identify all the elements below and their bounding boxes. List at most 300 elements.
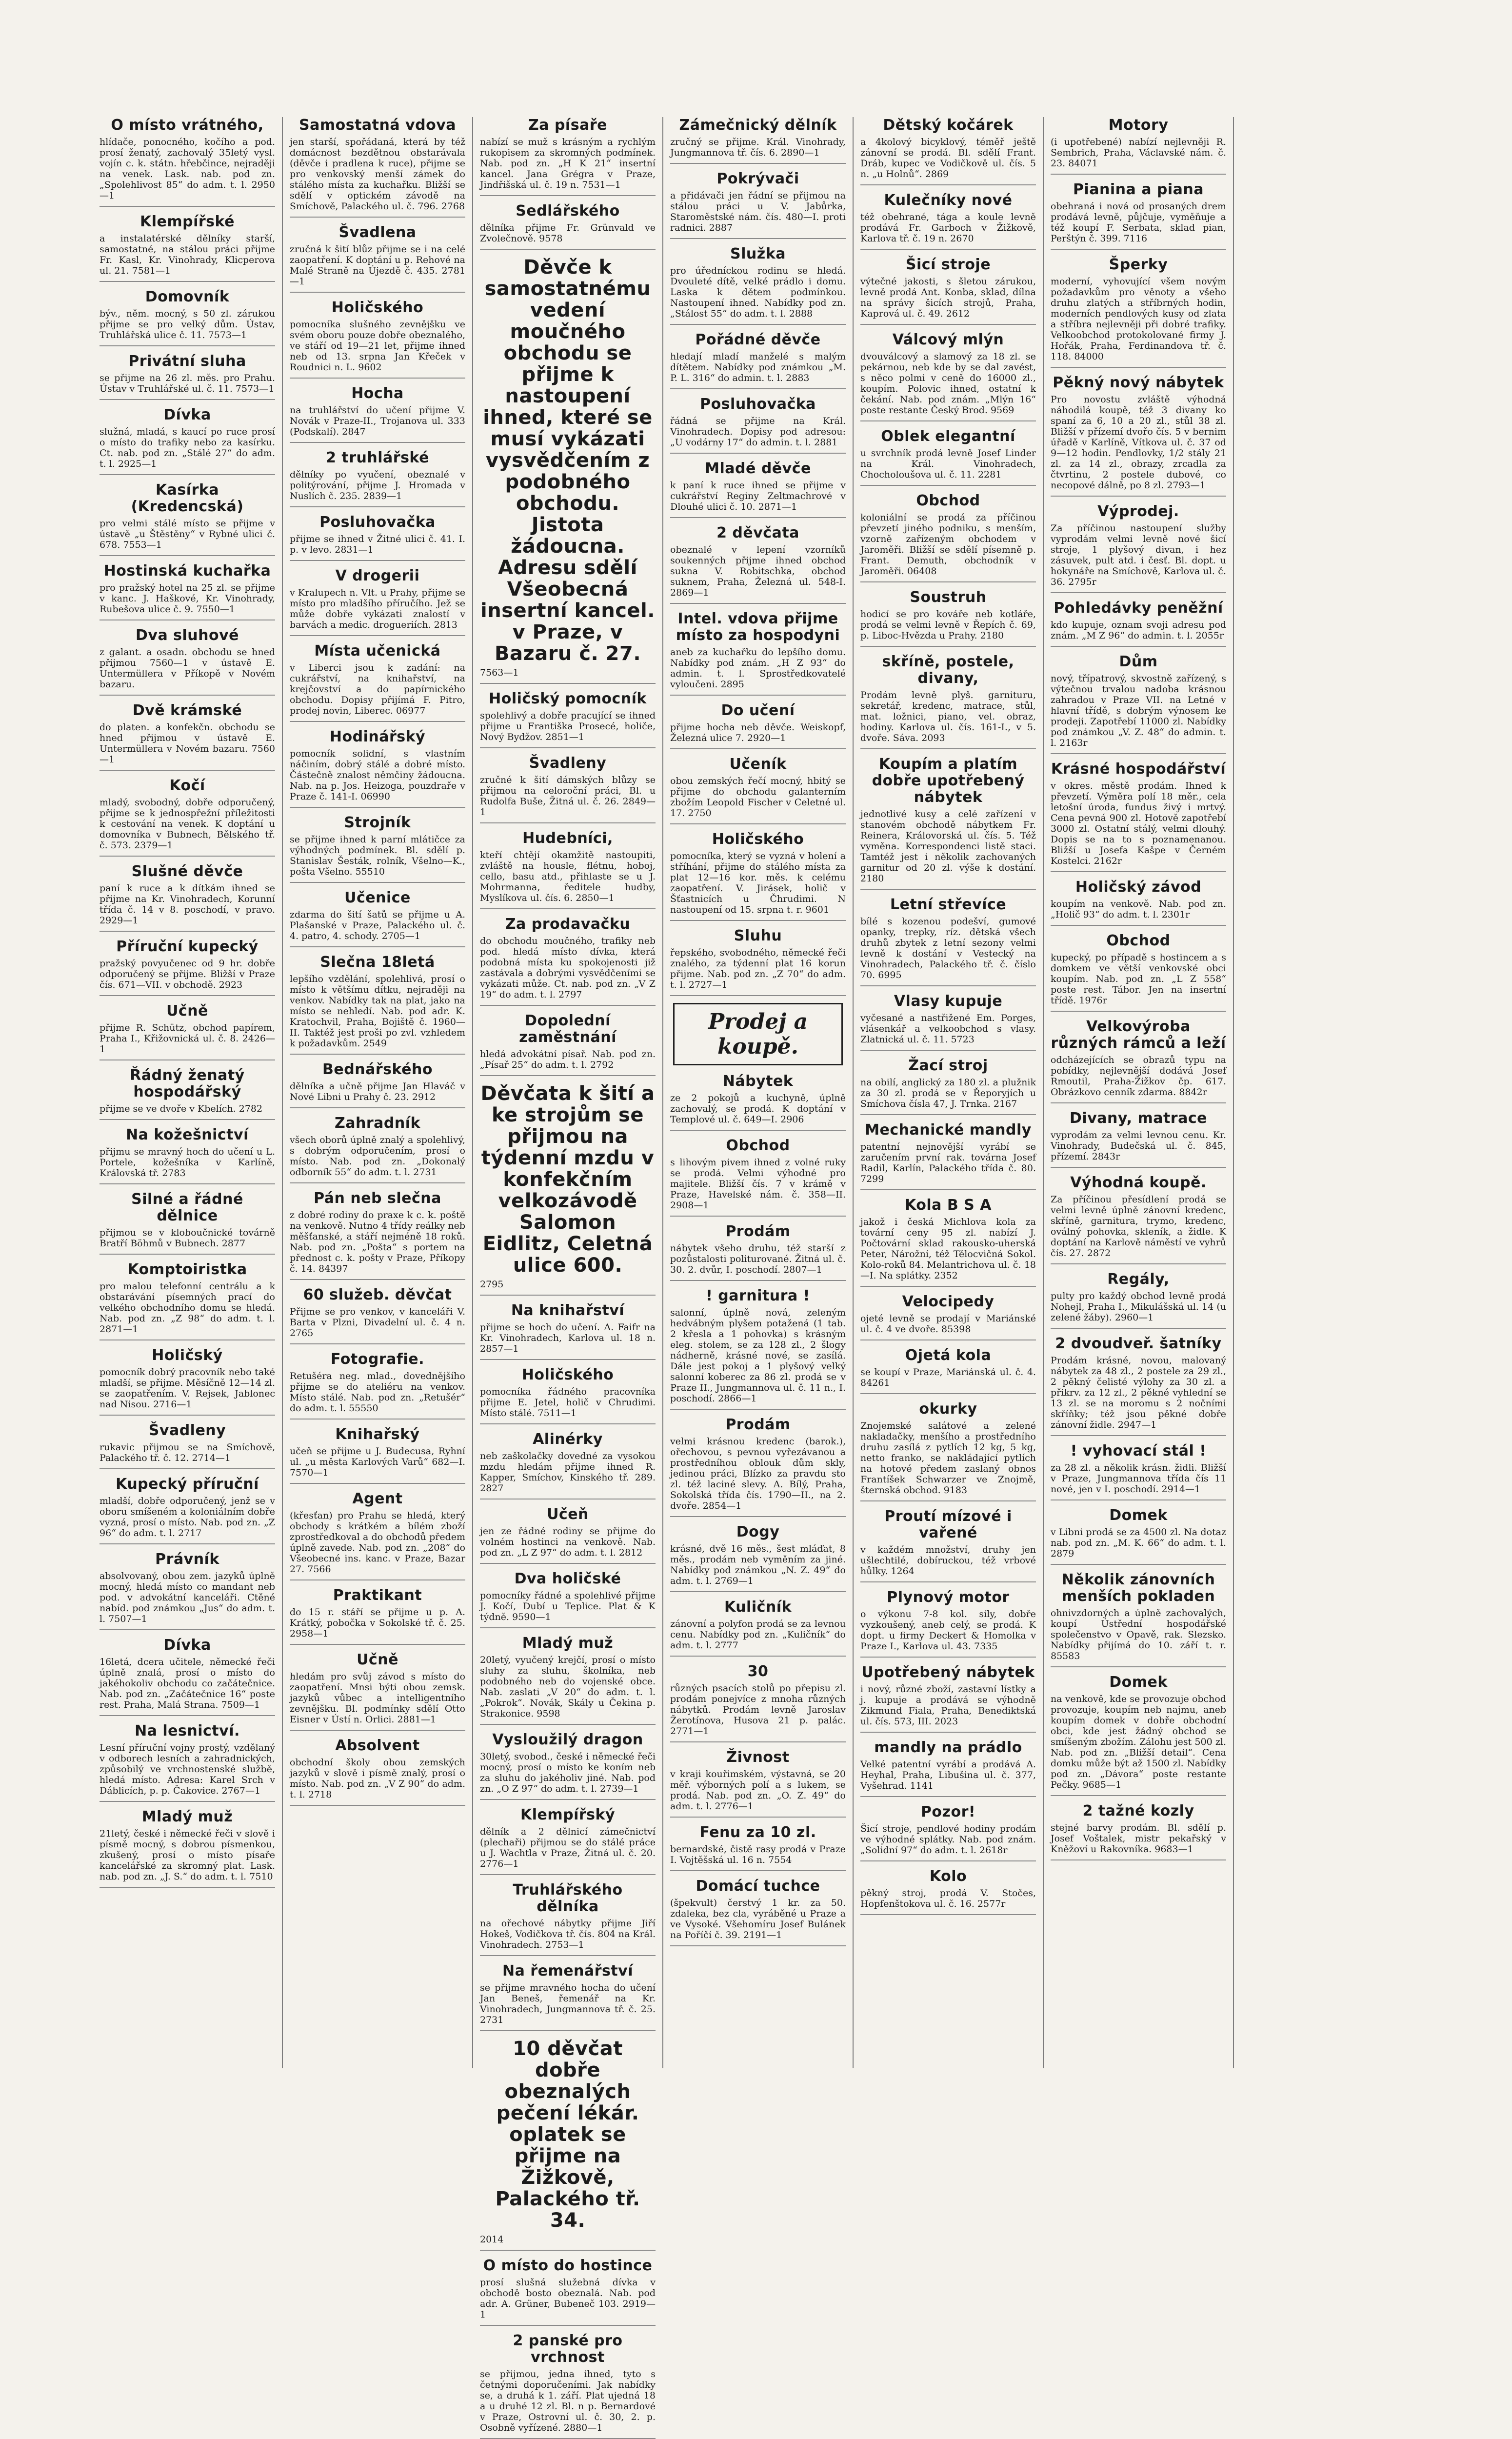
ad-heading: Řádný ženatý hospodářský: [130, 1067, 245, 1100]
column-4: [663, 117, 854, 2068]
ad-text: býv., něm. mocný, s 50 zl. zárukou přijme se pro velký dům. Ústav, Truhlářská ulice č. 11. 7573—1: [99, 308, 275, 340]
classified-ad: [1051, 1019, 1226, 1103]
ad-text: pulty pro každý obchod levně prodá Nohejl, Praha I., Mikulášská ul. 14 (u zelené žáby). 2960—1: [1051, 1291, 1226, 1323]
classified-ad: [860, 493, 1036, 582]
ad-heading: Motory: [1108, 117, 1169, 134]
ad-text: za 28 zl. a několik krásn. židli. Bližší v Praze, Jungmannova třída čís 11 nové, jen v I. poschodí. 2914—1: [1051, 1462, 1226, 1495]
ad-heading: Kočí: [169, 777, 205, 794]
classified-ad: [670, 1417, 846, 1517]
classified-ad: [99, 1003, 275, 1060]
classified-ad: [290, 1190, 465, 1280]
ad-heading: Klempířský: [520, 1806, 616, 1823]
classified-ad: [670, 1073, 846, 1131]
classified-ad: [860, 1401, 1036, 1501]
classified-ad: [1051, 761, 1226, 872]
ad-text: se přijme mravného hocha do učení Jan Beneš, řemenář na Kr. Vinohradech, Jungmannova tř. č. 25. 2731: [480, 1982, 656, 2025]
ad-heading: Holičský závod: [1075, 879, 1202, 896]
classified-ad: [290, 890, 465, 947]
classified-ad: [290, 1287, 465, 1344]
ad-heading: Dívka: [163, 406, 211, 423]
classified-ad: [290, 514, 465, 561]
ad-heading: Dopolední zaměstnání: [519, 1012, 617, 1046]
ad-text: na obilí, anglický za 180 zl. a plužnik za 30 zl. prodá se v Řeporyjích u Smíchova čísla 47, J. Trnka. 2167: [860, 1077, 1036, 1109]
ad-text: obchodní školy obou zemských jazyků v slově i písmě znalý, prosí o místo. Nab. pod zn. „V Z 90“ do adm. t. l. 2718: [290, 1757, 465, 1800]
classified-ad: [670, 1223, 846, 1281]
classified-ad: [1051, 1271, 1226, 1329]
classified-ad: [860, 332, 1036, 421]
ad-text: přijme hocha neb děvče. Weiskopf, Železná ulice 7. 2920—1: [670, 722, 846, 743]
ad-heading: 10 děvčat dobře obeznalých pečení lékár. oplatek se přijme na Žižkově, Palackého tř. 34.: [495, 2038, 640, 2232]
ad-heading: Holičský pomocník: [489, 690, 647, 707]
ad-text: Lesní příruční vojny prostý, vzdělaný v odborech lesních a zahradnických, způsobilý ve vrchnostenské službě, hledá místo. Adresa: Karel Srch v Dáblicích, p. p. Čakovice. 2767—1: [99, 1742, 275, 1796]
ad-text: obehraná i nová od prosaných drem prodává levně, půjčuje, vyměňuje a též koupí F. Serbata, sklad pian, Perštýn č. 399. 7116: [1051, 201, 1226, 244]
classified-ad: [290, 1426, 465, 1484]
ad-text: přijmu se mravný hoch do učení u L. Portele, kožešníka v Karlíně, Královská tř. 2783: [99, 1146, 275, 1179]
ad-text: bílé s kozenou podešví, gumové opanky, trepky, ríz. dětská všech druhů zbytek z letní sezony velmi levně k dostání v Vestecký na Vinohradech, Palackého tř. č. číslo 70. 6995: [860, 916, 1036, 980]
ad-heading: Klempířské: [139, 213, 235, 230]
classified-ad: [1051, 1674, 1226, 1796]
ad-heading: 2 dvoudveř. šatníky: [1055, 1335, 1222, 1352]
classified-ad: [670, 756, 846, 824]
ad-heading: Koupím a platím dobře upotřebený nábytek: [872, 756, 1025, 806]
ad-heading: 2 tažné kozly: [1082, 1802, 1194, 1819]
ad-heading: Vysloužilý dragon: [492, 1731, 643, 1748]
classified-ad: [860, 1804, 1036, 1861]
section-banner: Prodej a koupě.: [673, 1003, 843, 1065]
classified-ad: [480, 1431, 656, 1499]
ad-text: Prodám levně plyš. garnituru, sekretář, kredenc, matrace, stůl, mat. ložnici, piano, vel. obraz, hodiny. Karlova ul. čís. 161-I., v 5. dvoře. Sáva. 2093: [860, 690, 1036, 743]
ad-heading: V drogerii: [335, 567, 420, 584]
ad-heading: Truhlářského dělníka: [513, 1881, 623, 1915]
classified-ad: [99, 289, 275, 346]
ad-heading: Pianina a piana: [1073, 181, 1204, 198]
classified-ad: [99, 1809, 275, 1888]
ad-heading: Fotografie.: [331, 1351, 424, 1368]
ad-text: přijmou se v kloboučnické továrně Bratří Böhmů v Bubnech. 2877: [99, 1227, 275, 1249]
classified-ad: [860, 897, 1036, 986]
ad-heading: Dva holičské: [514, 1570, 621, 1587]
classified-ad: [290, 568, 465, 636]
ad-heading: Plynový motor: [887, 1589, 1010, 1606]
ad-heading: O místo vrátného,: [111, 117, 264, 134]
ad-heading: Mladý muž: [522, 1635, 614, 1652]
ad-heading: Na kožešnictví: [126, 1126, 249, 1143]
classified-ad: [480, 916, 656, 1006]
classified-ad: [99, 482, 275, 556]
ad-heading: Mladý muž: [141, 1808, 233, 1825]
ad-text: zručné k šití dámských blůzy se přijmou na celoroční práci, Bl. u Rudolfa Buše, Žitná ul. č. 26. 2849—1: [480, 775, 656, 818]
classified-ad: [480, 830, 656, 909]
ad-heading: Kola B S A: [905, 1197, 992, 1214]
ad-heading: Alinérky: [533, 1431, 603, 1448]
ad-text: jednotlivé kusy a celé zařízení v stanovém obchodě nábytkem Fr. Reinera, Královorská ul. čís. 5. Též vyměna. Korrespondenci listě staci. Tamtéž jest i několik zachovaných garnitur od 20 zl. výše k dostání. 2180: [860, 809, 1036, 884]
classified-ad: [480, 1571, 656, 1628]
classified-ad: [670, 1524, 846, 1592]
classified-ad: [290, 117, 465, 218]
ad-text: v okres. městě prodám. Ihned k převzetí. Výměra polí 18 měr., cela letošní úroda, fundus živý i mrtvý. Cena pevná 900 zl. Hotově zapotřebí 3000 zl. Ostatní stálý, velmi dlouhý. Dopis se na to s poznamenanou. Bližší u Josefa Kašpe v Černém Kostelci. 2162r: [1051, 780, 1226, 866]
ad-heading: Válcový mlýn: [892, 331, 1004, 348]
ad-text: v Liberci jsou k zadání: na cukrářství, na knihařství, na krejčovství a do papírnického obchodu. Dopisy přijímá F. Pitro, prodej novin, Liberec. 06977: [290, 662, 465, 716]
classified-ad: [480, 1013, 656, 1076]
ad-text: se přijme na 26 zl. měs. pro Prahu. Ústav v Truhlářské ul. č. 11. 7573—1: [99, 373, 275, 394]
classified-ad: [99, 117, 275, 207]
ad-heading: Kupecký příruční: [116, 1476, 259, 1493]
ad-text: se přijme ihned k parní mlátičce za výhodných podmínek. Bl. sdělí p. Stanislav Šesták, rolník, Všelno—K., pošta Všelno. 55510: [290, 834, 465, 877]
ad-heading: Na knihařství: [511, 1302, 625, 1319]
classified-ad: [670, 1878, 846, 1946]
ad-text: stejné barvy prodám. Bl. sdělí p. Josef Voštalek, mistr pekařský v Kněžoví u Rakovníka. 9683—1: [1051, 1822, 1226, 1855]
column-1: [93, 117, 283, 2068]
ad-heading: Dětský kočárek: [883, 117, 1014, 134]
ad-heading: Obchod: [916, 492, 980, 509]
ad-heading: Místa učenická: [314, 642, 441, 660]
ad-text: zánovní a polyfon prodá se za levnou cenu. Nabídky pod zn. „Kuličník“ do adm. t. l. 2777: [670, 1619, 846, 1651]
ad-text: odcházejících se obrazů typu na pobídky, nejlevnější dodává Josef Rmoutil, Praha-Žižkov čp. 617. Obrázkovo cenník zdarma. 8842r: [1051, 1055, 1226, 1098]
ad-text: moderní, vyhovující všem novým požadavkům pro věnoty a všeho druhu zlatých a stříbrných hodin, moderních pendlových kusy od zlata a stříbra nejlevněji při dobré trafiky. Velkoobchod protokolované firmy J. Hořák, Praha, Ferdinandova tř. č. 118. 84000: [1051, 276, 1226, 362]
ad-heading: Výprodej.: [1097, 503, 1179, 520]
ad-heading: Mladé děvče: [705, 460, 811, 477]
ad-text: zručná k šití blůz přijme se i na celé zaopatření. K doptání u p. Rehové na Malé Straně na Újezdě č. 435. 2781—1: [290, 244, 465, 287]
ad-heading: Pěkný nový nábytek: [1053, 374, 1224, 391]
classified-ad: [480, 1367, 656, 1424]
ad-text: zručný se přijme. Král. Vinohrady, Jungmannova tř. čís. 6. 2890—1: [670, 137, 846, 158]
classified-ad: [99, 939, 275, 996]
ad-heading: Sluhu: [734, 927, 782, 944]
ad-text: Znojemské salátové a zelené nakladačky, menšího a prostředního druhu zasílá z pytlích 12 kg, 5 kg, netto franko, se nakládající pytlích na hotové předem zaslaný obnos Frantíšek Schwarzer ve Znojmě, šternská obchod. 9183: [860, 1420, 1036, 1496]
ad-text: pomocníky řádné a spolehlivé přijme J. Kočí, Dubí u Teplice. Plat & K týdně. 9590—1: [480, 1590, 656, 1622]
ad-heading: okurky: [919, 1400, 977, 1418]
classified-ad: [99, 353, 275, 400]
ad-heading: Domek: [1109, 1674, 1168, 1691]
classified-ad: [99, 1347, 275, 1416]
ad-text: přijme R. Schütz, obchod papírem, Praha I., Křižovnická ul. č. 8. 2426—1: [99, 1022, 275, 1055]
ad-heading: Právník: [155, 1551, 219, 1568]
ad-heading: Velocipedy: [902, 1293, 995, 1310]
classified-ad: [670, 1138, 846, 1217]
classified-ad: [860, 993, 1036, 1051]
classified-ad: [860, 1197, 1036, 1287]
ad-text: ojeté levně se prodají v Mariánské ul. č. 4 ve dvoře. 85398: [860, 1313, 1036, 1335]
classified-ad: [480, 1302, 656, 1360]
ad-heading: Obchod: [1106, 932, 1171, 949]
ad-heading: Absolvent: [335, 1737, 420, 1754]
classified-ad: [99, 1261, 275, 1340]
ad-heading: Letní střevíce: [890, 896, 1007, 913]
ad-text: obeznalé v lepení vzorníků soukenných přijme ihned obchod sukna V. Robitschka, obchod suknem, Praha, Železná ul. 548-I. 2869—1: [670, 544, 846, 598]
classified-ad: [860, 1589, 1036, 1658]
classified-ad: [670, 332, 846, 389]
ad-text: koloniální se prodá za příčinou převzetí jiného podniku, s menším, vzorně zařízeným obchodem v Jaroměři. Bližší se sdělí písemně p. Frant. Demuth, obchodník v Jaroměři. 06408: [860, 512, 1036, 577]
ad-text: neb zaškolačky dovedné za vysokou mzdu hledám přijme ihned R. Kapper, Smíchov, Kinského tř. 289. 2827: [480, 1451, 656, 1494]
classified-ad: [480, 2333, 656, 2439]
ad-heading: Regály,: [1107, 1271, 1170, 1288]
ad-text: pomocníka slušného zevnějšku ve svém oboru pouze dobře obeznalého, ve stáří od 19—21 let, přijme ihned neb od 13. srpna Jan Křeček v Roudnici n. L. 9602: [290, 319, 465, 373]
classified-ad: [1051, 933, 1226, 1012]
ad-text: na ořechové nábytky přijme Jiří Hokeš, Vodičkova tř. čís. 804 na Král. Vinohradech. 2753—1: [480, 1918, 656, 1950]
ad-heading: Dogy: [736, 1523, 780, 1540]
ad-heading: Hocha: [351, 385, 404, 402]
classified-ad: [99, 1067, 275, 1120]
ad-text: 2795: [480, 1279, 504, 1290]
classified-ad: [1051, 1803, 1226, 1860]
ad-text: 7563—1: [480, 667, 519, 678]
ad-heading: Do učení: [721, 702, 795, 719]
ad-heading: Dva sluhové: [135, 627, 239, 644]
ad-text: Pro novostu zvláště výhodná náhodilá koupě, též 3 divany ko spaní za 6, 10 a 20 zl., stůl 38 zl. Bližší v přízemí dvořo čís. 5 v bernim úřadě v Karlíně, Vítkova ul. č. 37 od 9—12 hodin. Pendlovky, 1/2 stály 21 zl. za 14 zl., obrazy, zrcadla za čtvrtinu, 2 postele dubové, co necopové dálně, po 8 zl. 2793—1: [1051, 394, 1226, 491]
ad-text: pro úředníckou rodinu se hledá. Dvouleté dítě, velké prádlo i domu. Laska k dětem podmínkou. Nastoupení ihned. Nabídky pod zn. „Stálost 55“ do adm. t. l. 2888: [670, 265, 846, 319]
ad-heading: Učeň: [547, 1506, 589, 1523]
ad-text: dělníky po vyučení, obeznalé v politýrování, přijme J. Hromada v Nuslích č. 235. 2839—1: [290, 469, 465, 501]
ad-text: hlídače, ponocného, kočího a pod. prosí ženatý, zachovalý 35letý vysl. vojín c. k. státn. hřebčince, nejraději na venek. Lask. nab. pod zn. „Spolehlivost 85“ do adm. t. l. 2950—1: [99, 137, 275, 201]
ad-text: Přijme se pro venkov, v kanceláři V. Barta v Plzni, Divadelní ul. č. 4 n. 2765: [290, 1306, 465, 1339]
classified-ad: [99, 702, 275, 771]
classified-ad: [480, 2258, 656, 2326]
ad-text: vyprodám za velmi levnou cenu. Kr. Vinohrady, Budečská ul. č. 845, přízemí. 2843r: [1051, 1130, 1226, 1162]
classified-ad: [1051, 117, 1226, 175]
classified-ad: [290, 1115, 465, 1183]
classified-ad: [1051, 879, 1226, 926]
classified-ad: [480, 691, 656, 748]
ad-heading: Kolo: [929, 1868, 967, 1885]
classified-ad: [1051, 181, 1226, 250]
ad-heading: Služka: [730, 245, 786, 262]
classified-ad: [290, 729, 465, 808]
classified-ad: [480, 1732, 656, 1800]
ad-heading: Holičského: [712, 831, 804, 848]
classified-ad: [670, 1663, 846, 1742]
ad-heading: 60 služeb. děvčat: [303, 1286, 452, 1303]
classified-ad: [480, 203, 656, 250]
ad-text: a instalatérské dělníky starší, samostatné, na stálou práci přijme Fr. Kasl, Kr. Vinohrady, Klicperova ul. 21. 7581—1: [99, 233, 275, 276]
ad-text: dvouválcový a slamový za 18 zl. se pekárnou, neb kde by se dal zavést, s něco polmi v ceně do 16000 zl., koupím. Polovic ihned, ostatní k čekání. Nab. pod znám. „Mlýn 16“ poste restante Český Brod. 9569: [860, 351, 1036, 416]
ad-heading: Divany, matrace: [1070, 1110, 1207, 1127]
ad-heading: mandly na prádlo: [874, 1739, 1022, 1756]
ad-heading: Za prodavačku: [505, 916, 631, 933]
ad-heading: ! vyhovací stál !: [1070, 1442, 1207, 1459]
ad-heading: skříně, postele, divany,: [882, 653, 1015, 687]
ad-text: pražský povyučenec od 9 hr. dobře odporučený se přijme. Bližší v Praze čís. 671—VII. v obchodě. 2923: [99, 958, 275, 990]
ad-heading: Strojník: [344, 814, 411, 831]
classified-ad: [99, 627, 275, 696]
ad-text: u svrchník prodá levně Josef Linder na Král. Vinohradech, Chocholoušova ul. č. 11. 2281: [860, 448, 1036, 480]
ad-heading: Výhodná koupě.: [1070, 1174, 1207, 1191]
ad-text: vyčesané a nastřižené Em. Porges, vlásenkář a velkoobchod s vlasy. Zlatnická ul. č. 11. 5723: [860, 1013, 1036, 1045]
ad-heading: ! garnitura !: [706, 1287, 810, 1304]
ad-text: Šicí stroje, pendlové hodiny prodám ve výhodné splátky. Nab. pod znám. „Solidní 97“ do adm. t. l. 2618r: [860, 1823, 1036, 1856]
ad-text: obou zemských řečí mocný, hbitý se přijme do obchodu galanterním zbožím Leopold Fischer v Celetné ul. 17. 2750: [670, 776, 846, 819]
ad-text: ohnivzdorných a úplně zachovalých, koupí Ústřední hospodářské společenstvo v Opavě, rak. Slezsko. Nabídky přijímá do 10. září t. r. 85583: [1051, 1608, 1226, 1661]
classified-ad: [480, 257, 656, 684]
ad-text: i nový, různé zboží, zastavní lístky a j. kupuje a prodává se výhodně Zikmund Fiala, Praha, Benediktská ul. čís. 573, III. 2023: [860, 1684, 1036, 1727]
ad-heading: Na lesnictví.: [135, 1722, 240, 1739]
classified-ad: [670, 611, 846, 696]
classified-ad: [480, 755, 656, 823]
ad-heading: Děvče k samostatnému vedení moučného obchodu se přijme k nastoupení ihned, které se musí vykázati vysvědčením z podobného obchodu. Jistota žádoucna. Adresu sdělí Všeobecná insertní kancel. v Praze, v Bazaru č. 27.: [480, 256, 655, 665]
ad-text: kupecký, po případě s hostincem a s domkem ve větší venkovské obci koupím. Nab. pod zn. „L Z 558“ poste rest. Tábor. Jen na insertní třídě. 1976r: [1051, 952, 1226, 1006]
ad-heading: Za písaře: [528, 117, 607, 134]
ad-heading: Domácí tuchce: [696, 1878, 820, 1895]
classified-ad: [860, 1739, 1036, 1797]
ad-text: kteří chtějí okamžitě nastoupiti, zvláště na housle, flétnu, hoboj, cello, basu atd., přihlaste se u J. Mohrmanna, ředitele hudby, Myslíkova ul. čís. 6. 2850—1: [480, 850, 656, 903]
ad-heading: 2 panské pro vrchnost: [513, 2332, 623, 2366]
ad-heading: Hostinská kuchařka: [103, 562, 271, 580]
classified-ad: [480, 1635, 656, 1725]
classified-ad: [290, 1351, 465, 1419]
classified-ad: [860, 257, 1036, 325]
ad-heading: Prodám: [725, 1416, 791, 1433]
ad-text: 30letý, svobod., české i německé řeči mocný, prosí o místo ke koním neb za sluhu do jakéholiv jiné. Nab. pod zn. „O Z 97“ do adm. t. l. 2739—1: [480, 1751, 656, 1794]
classified-ad: [860, 589, 1036, 647]
ad-heading: Intel. vdova přijme místo za hospodyni: [676, 610, 840, 644]
ad-text: nabízí se muž s krásným a rychlým rukopisem za skromných podmínek. Nab. pod zn. „H K 21“ insertní kancel. Jana Grégra v Praze, Jindřišská ul. č. 19 n. 7531—1: [480, 137, 656, 190]
classified-ad: [670, 460, 846, 518]
ad-text: pro pražský hotel na 25 zl. se přijme v kanc. J. Haškové, Kr. Vinohrady, Rubešova ulice č. 9. 7550—1: [99, 582, 275, 615]
classified-ad: [1051, 1110, 1226, 1168]
ad-heading: Slečna 18letá: [320, 954, 435, 971]
ad-text: velmi krásnou kredenc (barok.), ořechovou, s pevnou vyřezávanou a prostředníhou oblouk dům skly, jedinou práci, Blízko za pravdu sto zl. též laciné slevy. A. Bílý, Praha, Sokolská třída čís. 1790—II., na 2. dvoře. 2854—1: [670, 1436, 846, 1511]
ad-heading: Holičského: [521, 1366, 614, 1383]
classified-ad: [99, 1723, 275, 1802]
classified-ad: [99, 1422, 275, 1469]
ad-heading: Ojetá kola: [905, 1347, 992, 1364]
ad-text: na venkově, kde se provozuje obchod provozuje, koupím neb najmu, aneb koupím domek v dobře obchodní obci, kde jest žádný obchod se smíšeným zbožím. Zálohu jest 500 zl. Nab. pod zn. „Bližší detail“. Cena domku může být až 1500 zl. Nabídky pod zn. „Dávora“ poste restante Pečky. 9685—1: [1051, 1694, 1226, 1790]
classified-ad: [290, 1491, 465, 1580]
ad-heading: Zámečnický dělník: [679, 117, 837, 134]
classified-ad: [670, 396, 846, 454]
ad-text: (špekvult) čerstvý 1 kr. za 50. zdaleka, bez cla, vyráběné u Praze a ve Vysoké. Všehomíru Josef Bulánek na Poříčí č. 39. 2191—1: [670, 1898, 846, 1940]
classified-ad: [99, 1637, 275, 1716]
ad-heading: Pořádné děvče: [695, 331, 821, 348]
ad-text: dělníka přijme Fr. Grünvald ve Zvolečnově. 9578: [480, 222, 656, 244]
classified-ad: [1051, 503, 1226, 593]
ad-heading: Kasírka (Kredencská): [131, 481, 244, 515]
ad-text: k paní k ruce ihned se přijme v cukrářství Reginy Zeltmachrové v Dlouhé ulici č. 10. 2871—1: [670, 480, 846, 512]
classified-ad: [670, 928, 846, 996]
ad-text: z dobré rodiny do praxe k c. k. poště na venkově. Nutno 4 třídy reálky neb měšťanské, a stáří nejméně 18 roků. Nab. pod zn. „Pošta“ s portem na přednost c. k. pošty v Praze, Příkopy č. 14. 84397: [290, 1210, 465, 1274]
ad-text: do 15 r. stáří se přijme u p. A. Krátký, pobočka v Sokolské tř. č. 25. 2958—1: [290, 1607, 465, 1639]
classified-ad: [860, 1058, 1036, 1115]
classified-ad: [860, 117, 1036, 185]
ad-heading: Knihařský: [335, 1426, 420, 1443]
classified-ad: [99, 778, 275, 857]
ad-text: salonní, úplně nová, zeleným hedvábným plyšem potažená (1 tab. 2 křesla a 1 pohovka) s krásným eleg. stolem, se za 128 zl., 2 šlogy nádherně, krásné nové, se zasílá. Dále jest pokoj a 1 plyšový velký salonní koberec za 86 zl. prodá se v Praze II., Jungmannova ul. č. 11 n., I. poschodí. 2866—1: [670, 1307, 846, 1404]
ad-heading: Dvě krámské: [132, 702, 242, 719]
classified-ad: [860, 654, 1036, 749]
ad-heading: Učeník: [729, 756, 787, 773]
classified-ad: [99, 563, 275, 620]
ad-text: rukavic přijmou se na Smíchově, Palackého tř. č. 12. 2714—1: [99, 1442, 275, 1463]
ad-text: pro velmi stálé místo se přijme v ústavě „u Štěstěny“ v Rybné ulici č. 678. 7553—1: [99, 518, 275, 550]
classified-ad: [670, 1288, 846, 1410]
classified-ad: [1051, 375, 1226, 497]
classified-ad: [860, 1294, 1036, 1340]
classified-ad: [860, 756, 1036, 890]
classified-ad: [670, 1824, 846, 1871]
ad-text: v kraji kouřimském, výstavná, se 20 měř. výborných polí a s lukem, se prodá. Nab. pod zn. „O. Z. 49“ do adm. t. l. 2776—1: [670, 1769, 846, 1812]
ad-text: všech oborů úplně znalý a spolehlivý, s dobrým odporučením, prosí o místo. Nab. pod zn. „Dokonalý odborník 55“ do adm. t. l. 2731: [290, 1135, 465, 1178]
ad-heading: Pohledávky peněžní: [1054, 600, 1223, 617]
ad-text: v každém množství, druhy jen ušlechtilé, dobíruckou, též vrbové hůlky. 1264: [860, 1544, 1036, 1577]
ad-text: hledají mladí manželé s malým dítětem. Nabídky pod známkou „M. P. L. 316“ do admin. t. l. 2883: [670, 351, 846, 383]
ad-text: a přidávači jen řádní se přijmou na stálou práci u V. Jabůrka, Staroměstské nám. čís. 480—I. proti radnici. 2887: [670, 190, 846, 233]
ad-heading: Sedlářského: [516, 202, 620, 220]
ad-heading: Šperky: [1109, 256, 1168, 273]
classified-ad: [99, 1551, 275, 1630]
classified-ad: [1051, 1572, 1226, 1667]
ad-text: Za příčinou nastoupení služby vyprodám velmi levně nové šicí stroje, 1 plyšový divan, i hez zásuvek, pult atd. i česť. Bl. dopt. u hokynáře na Smíchově, Karlova ul. č. 36. 2795r: [1051, 523, 1226, 587]
ad-text: přijme se ihned v Žitné ulici č. 41. I. p. v levo. 2831—1: [290, 534, 465, 555]
column-3: [473, 117, 663, 2433]
ad-heading: Pozor!: [920, 1803, 976, 1820]
classified-ad: [1051, 257, 1226, 368]
classified-ad: [1051, 1443, 1226, 1500]
ad-text: jen starší, spořádaná, která by též domácnost bezdětnou obstarávala (děvče i pradlena k ruce), přijme se pro venkovský menší zámek do stálého místa za kuchařku. Bližší se sdělí v optickém závodě na Smíchově, Palackého ul. č. 796. 2768: [290, 137, 465, 212]
ad-heading: Agent: [352, 1490, 403, 1507]
ad-heading: 2 truhlářské: [326, 449, 429, 466]
ad-heading: Dům: [1119, 653, 1158, 670]
classified-ad: [670, 171, 846, 239]
ad-text: paní k ruce a k dítkám ihned se přijme na Kr. Vinohradech, Korunní třída č. 14 v 8. poschodí, v pravo. 2929—1: [99, 883, 275, 926]
ad-heading: Na řemenářství: [502, 1962, 633, 1979]
ad-text: spolehlivý a dobře pracující se ihned přijme u Františka Prosecé, holiče, Nový Bydžov. 2851—1: [480, 710, 656, 742]
column-7: [1234, 117, 1424, 2068]
classified-ad: [480, 2038, 656, 2251]
classified-ad: [670, 1749, 846, 1818]
ad-heading: Hodinářský: [329, 728, 426, 745]
ad-heading: Holičského: [331, 299, 424, 316]
ad-heading: Velkovýroba různých rámců a leží: [1051, 1018, 1226, 1052]
ad-text: v Kralupech n. Vlt. u Prahy, přijme se místo pro mladšího příručího. Jež se může dobře vykázati znalostí v barvách a medic. drogueriích. 2813: [290, 587, 465, 630]
ad-heading: Učenice: [344, 889, 411, 906]
ad-text: mladý, svobodný, dobře odporučený, přijme se k jednospřežní příležitosti k cestování na venek. K doptání u domovníka v Bubnech, Bělského tř. č. 573. 2379—1: [99, 797, 275, 851]
classified-ad: [480, 1083, 656, 1296]
ad-heading: Vlasy kupuje: [894, 993, 1003, 1010]
column-2: [283, 117, 473, 2068]
ad-heading: Žací stroj: [908, 1057, 988, 1074]
ad-text: krásné, dvě 16 měs., šest mláďat, 8 měs., prodám neb vyměním za jiné. Nabídky pod známkou „N. Z. 49“ do adm. t. l. 2769—1: [670, 1543, 846, 1586]
classified-ad: [1051, 600, 1226, 647]
ad-heading: Dívka: [163, 1637, 211, 1654]
classified-ad: [860, 428, 1036, 486]
ad-text: nový, třípatrový, skvostně zařízený, s výtečnou trvalou nadoba krásnou zahradou v Praze VII. na Letné v hlavní třídě, s dobrým výnosem ke prodeji. Zapotřebí 11000 zl. Nabídky pod známkou „V. Z. 48“ do admin. t. l. 2163r: [1051, 673, 1226, 748]
classified-ad: [290, 1738, 465, 1806]
column-6: [1044, 117, 1234, 2068]
ad-heading: Holičský: [152, 1347, 223, 1364]
ad-heading: Obchod: [726, 1137, 790, 1154]
ad-heading: Prodám: [725, 1223, 791, 1240]
ad-text: Za příčinou přesídlení prodá se velmi levně úplně zánovní kredenc, skříně, garnitura, trymo, kredenc, oválný pohovka, skleník, a židle. K doptání na Karlově náměstí ve vyhrů čís. 27. 2872: [1051, 1194, 1226, 1259]
classified-ad: [99, 407, 275, 475]
ad-heading: Domovník: [145, 288, 230, 305]
classified-ad: [670, 246, 846, 325]
ad-text: z galant. a osadn. obchodu se hned přijmou 7560—1 v ústavě E. Untermüllera v Příkopě v Novém bazaru.: [99, 647, 275, 690]
ad-text: přijme se hoch do učení. A. Faifr na Kr. Vinohradech, Karlova ul. 18 n. 2857—1: [480, 1322, 656, 1354]
ad-text: ze 2 pokojů a kuchyně, úplně zachovalý, se prodá. K doptání v Templové ul. č. 649—I. 2906: [670, 1093, 846, 1125]
ad-text: hledá advokátní písař. Nab. pod zn. „Písař 25“ do adm. t. l. 2792: [480, 1049, 656, 1070]
ad-heading: Učně: [357, 1651, 398, 1668]
ad-text: aneb za kuchařku do lepšího domu. Nabídky pod znám. „H Z 93“ do admin. t. l. Sprostředkovatelé vyloučeni. 2895: [670, 647, 846, 690]
ad-text: Retušéra neg. mlad., dovednějšího přijme se do ateliéru na venkov. Místo stálé. Nab. pod zn. „Retušér“ do adm. t. l. 55550: [290, 1371, 465, 1414]
ad-heading: 30: [747, 1663, 769, 1680]
ad-heading: O místo do hostince: [483, 2257, 653, 2274]
ad-text: řádná se přijme na Král. Vinohradech. Dopisy pod adresou: „U vodárny 17“ do admin. t. l. 2881: [670, 416, 846, 448]
ad-text: zdarma do šití šatů se přijme u A. Plašanské v Praze, Palackého ul. č. 4. patro, 4. schody. 2705—1: [290, 909, 465, 941]
classified-ad: [860, 1868, 1036, 1915]
ad-text: mladší, dobře odporučený, jenž se v oboru smíšeném a koloniálním dobře vyzná, prosí o místo. Nab. pod zn. „Z 96“ do adm. t. l. 2717: [99, 1496, 275, 1539]
classified-ad: [860, 192, 1036, 250]
ad-text: koupím na venkově. Nab. pod zn. „Holič 93“ do adm. t. l. 2301r: [1051, 899, 1226, 920]
ad-text: učeň se přijme u J. Budecusa, Ryhní ul. „u města Karlových Varů“ 682—I. 7570—1: [290, 1446, 465, 1478]
